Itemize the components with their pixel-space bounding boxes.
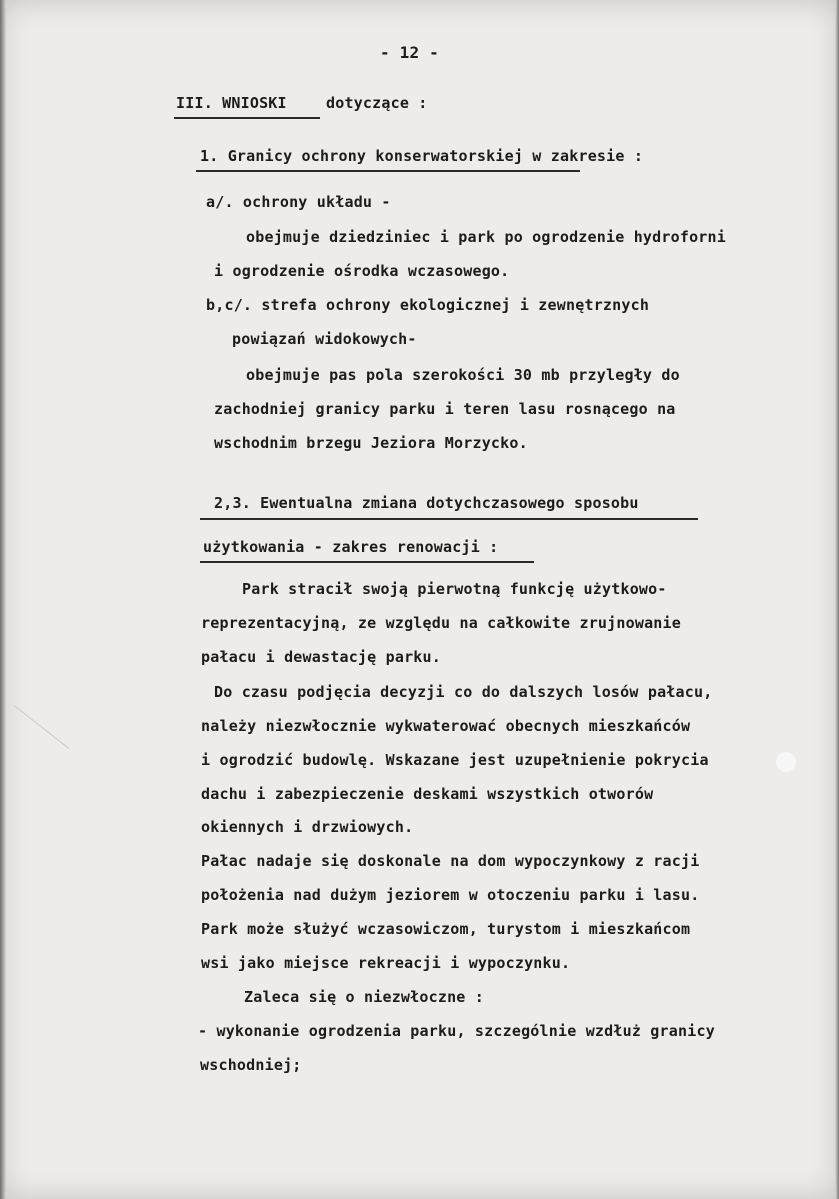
section2-p2-line5: okiennych i drzwiowych. (201, 818, 414, 836)
paper-crease (14, 705, 70, 749)
heading-label: III. WNIOSKI (176, 94, 287, 112)
section2-p1-line3: pałacu i dewastację parku. (201, 648, 441, 666)
section1-title: 1. Granicy ochrony konserwatorskiej w zakresie : (200, 147, 644, 165)
section2-p4-line3: wschodniej; (200, 1056, 302, 1074)
section1-bc-line1: b,c/. strefa ochrony ekologicznej i zewnętrznych (206, 296, 650, 314)
section2-p1-line2: reprezentacyjną, ze względu na całkowite zrujnowanie (201, 614, 681, 632)
section2-p3-line1: Pałac nadaje się doskonale na dom wypoczynkowy z racji (201, 852, 700, 870)
section1-underline (196, 170, 580, 172)
section2-p4-line2: - wykonanie ogrodzenia parku, szczególnie wzdłuż granicy (198, 1022, 715, 1040)
section2-underline2 (200, 561, 534, 563)
page-number: - 12 - (380, 43, 439, 62)
heading-rest: dotyczące : (326, 94, 428, 112)
paper-stain (776, 752, 796, 772)
section2-underline1 (200, 518, 698, 520)
section2-p2-line3: i ogrodzić budowlę. Wskazane jest uzupełnienie pokrycia (201, 751, 709, 769)
section2-p2-line4: dachu i zabezpieczenie deskami wszystkich otworów (201, 785, 654, 803)
section2-p4-line1: Zaleca się o niezwłoczne : (244, 988, 484, 1006)
section2-title-line2: użytkowania - zakres renowacji : (203, 538, 499, 556)
page-edge-right (835, 0, 839, 1199)
page-edge-left (0, 0, 6, 1199)
heading-underline (174, 117, 320, 119)
section2-p2-line1: Do czasu podjęcia decyzji co do dalszych losów pałacu, (214, 683, 713, 701)
section1-bc-line3: obejmuje pas pola szerokości 30 mb przyległy do (246, 366, 680, 384)
section1-a-line1: obejmuje dziedziniec i park po ogrodzenie hydroforni (246, 228, 726, 246)
section1-bc-line5: wschodnim brzegu Jeziora Morzycko. (214, 434, 528, 452)
section2-p3-line2: położenia nad dużym jeziorem w otoczeniu parku i lasu. (201, 886, 700, 904)
section2-p3-line4: wsi jako miejsce rekreacji i wypoczynku. (201, 954, 571, 972)
section1-a-line2: i ogrodzenie ośrodka wczasowego. (214, 262, 510, 280)
section2-p1-line1: Park stracił swoją pierwotną funkcję użytkowo- (242, 580, 667, 598)
section2-p2-line2: należy niezwłocznie wykwaterować obecnych mieszkańców (201, 717, 691, 735)
section2-p3-line3: Park może służyć wczasowiczom, turystom i mieszkańcom (201, 920, 691, 938)
section2-title-line1: 2,3. Ewentualna zmiana dotychczasowego sposobu (214, 494, 639, 512)
section1-bc-line4: zachodniej granicy parku i teren lasu rosnącego na (214, 400, 676, 418)
section1-a-label: a/. ochrony układu - (206, 193, 391, 211)
section1-bc-line2: powiązań widokowych- (232, 330, 417, 348)
